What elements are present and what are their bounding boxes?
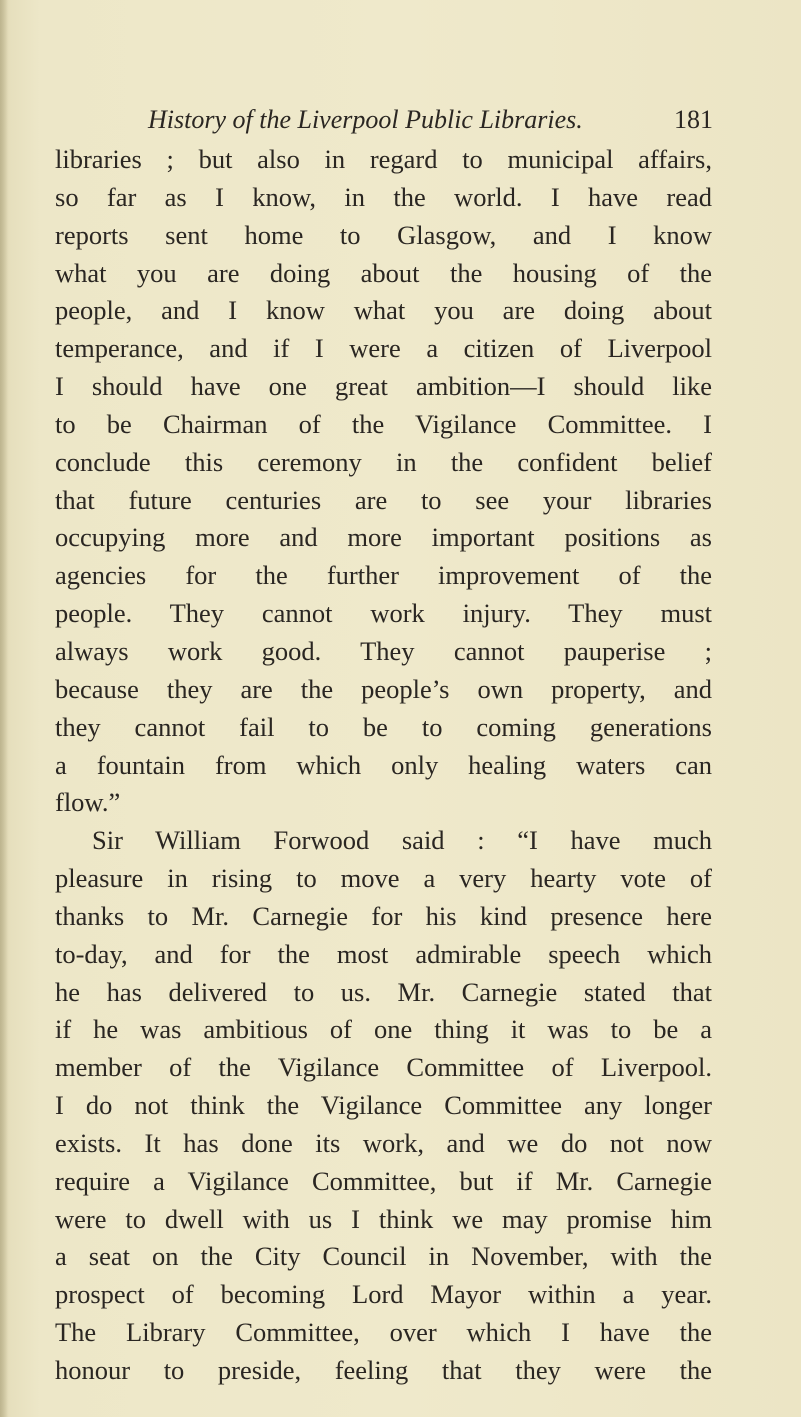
text-line: I should have one great ambition—I should like xyxy=(55,371,712,402)
text-line: a fountain from which only healing waters can xyxy=(55,749,712,780)
text-line: temperance, and if I were a citizen of Liverpool xyxy=(55,333,712,364)
text-line: reports sent home to Glasgow, and I know xyxy=(55,219,712,250)
text-line: The Library Committee, over which I have the xyxy=(55,1317,712,1348)
text-line: were to dwell with us I think we may promise him xyxy=(55,1203,712,1234)
text-line: agencies for the further improvement of the xyxy=(55,560,712,591)
text-line: they cannot fail to be to coming generations xyxy=(55,711,712,742)
text-line: member of the Vigilance Committee of Liverpool. xyxy=(55,1052,712,1083)
body-text xyxy=(55,141,712,1390)
page-gutter-shadow xyxy=(0,0,8,1417)
text-line: libraries ; but also in regard to municipal affairs, xyxy=(55,144,712,174)
page-number: 181 xyxy=(674,105,713,134)
text-line: always work good. They cannot pauperise ; xyxy=(55,635,712,666)
text-line: honour to preside, feeling that they were the xyxy=(55,1355,712,1385)
text-line: require a Vigilance Committee, but if Mr. Carnegie xyxy=(55,1165,712,1196)
text-line: pleasure in rising to move a very hearty vote of xyxy=(55,863,712,894)
text-line: if he was ambitious of one thing it was to be a xyxy=(55,1014,712,1045)
running-head xyxy=(148,100,713,140)
text-line: exists. It has done its work, and we do not now xyxy=(55,1127,712,1158)
text-line: because they are the people’s own property, and xyxy=(55,673,712,704)
text-line: to-day, and for the most admirable speech which xyxy=(55,938,712,969)
text-line: occupying more and more important positions as xyxy=(55,522,712,553)
text-line: a seat on the City Council in November, with the xyxy=(55,1241,712,1272)
text-line: to be Chairman of the Vigilance Committee. I xyxy=(55,408,712,439)
text-line: I do not think the Vigilance Committee any longer xyxy=(55,1090,712,1121)
paragraph-start-line: Sir William Forwood said : “I have much xyxy=(92,825,712,856)
text-line: people. They cannot work injury. They must xyxy=(55,598,712,629)
text-line: that future centuries are to see your libraries xyxy=(55,484,712,515)
text-line: thanks to Mr. Carnegie for his kind presence here xyxy=(55,900,712,931)
text-line: prospect of becoming Lord Mayor within a year. xyxy=(55,1279,712,1310)
text-line: so far as I know, in the world. I have read xyxy=(55,181,712,212)
text-line: he has delivered to us. Mr. Carnegie stated that xyxy=(55,976,712,1007)
running-head-title: History of the Liverpool Public Libraries. xyxy=(148,105,583,134)
text-line: conclude this ceremony in the confident belief xyxy=(55,446,712,477)
text-line: what you are doing about the housing of the xyxy=(55,257,712,288)
text-line: people, and I know what you are doing about xyxy=(55,295,712,326)
paragraph-end-line: flow.” xyxy=(55,787,121,818)
